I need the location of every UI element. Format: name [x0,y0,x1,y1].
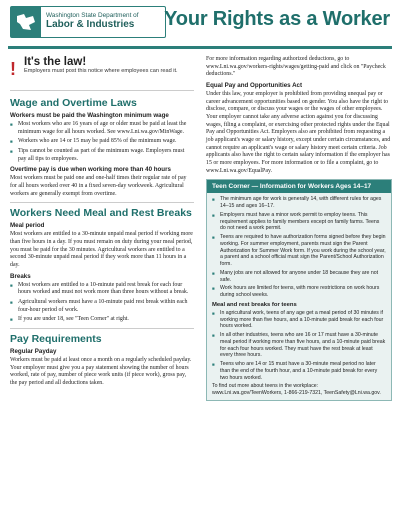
overtime-heading: Overtime pay is due when working more than 40 hours [10,166,171,174]
list-item: ■ Work hours are limited for teens, with more restrictions on work hours during school weeks. [212,285,386,299]
right-column [206,56,392,401]
meal-period-text: Most workers are entitled to a 30-minute unpaid meal period if working more than five hours in a day. If you must remain on duty during your meal period, you must be paid for the 30 minutes. Agricultural workers are entitled to a second 30-minute unpaid meal period if they work more than 11 hours in a day. [10,231,193,269]
teen-corner [206,179,392,401]
equal-pay-heading: Equal Pay and Opportunities Act [206,82,303,90]
meal-heading: Workers Need Meal and Rest Breaks [10,207,192,220]
section-divider [10,202,194,203]
deductions-text: For more information regarding authorized deductions, go to www.Lni.wa.gov/workers-rights/wages/getting-paid and click on "Paycheck deductions." [206,56,386,78]
list-item: ■ Teens are required to have authorization forms signed before they begin working. For summer employment, parents must sign the Parent Authorization for Summer Work form. If you work during the school year, a parent and a school official must sign the Parent/School Authorization form. [212,234,386,268]
list-item: ■ Most workers are entitled to a 10-minute paid rest break for each four hours worked and must not work more than three hours without a break. [10,282,194,297]
teen-body [207,193,391,400]
min-wage-list [10,121,194,163]
agency-name [41,13,138,30]
law-subtitle: Employers must post this notice where employees can read it. [24,68,178,74]
agency-name-line1: Washington State Department of [46,12,139,20]
section-divider [10,328,194,329]
list-item: ■ Tips cannot be counted as part of the minimum wage. Employers must pay all tips to employees. [10,148,194,163]
page-title: Your Rights as a Worker [164,8,390,30]
pay-heading: Pay Requirements [10,333,102,346]
agency-name-line2: Labor & Industries [46,19,135,31]
list-item: ■ Agricultural workers must have a 10-minute paid rest break within each four-hour period of work. [10,299,194,314]
wa-lni-logo-icon [11,7,41,37]
list-item: ■ In all other industries, teens who are 16 or 17 must have a 30-minute meal period if working more than five hours, and a 10-minute paid break for each four hours worked. They must have the rest break at least every three hours. [212,332,386,359]
teen-heading: Teen Corner — Information for Workers Ages 14–17 [207,180,391,193]
list-item: ■ Teens who are 14 or 15 must have a 30-minute meal period no later than the end of the fourth hour, and a 10-minute paid break for every two hours worked. [212,361,386,381]
page-header [0,0,400,52]
header-divider [8,46,392,49]
law-notice [10,56,194,91]
wage-heading: Wage and Overtime Laws [10,97,137,109]
payday-text: Workers must be paid at least once a month on a regularly scheduled payday. Your employer must give you a pay statement showing the number of hours worked, rate of pay, number of piece work units (if piece work), gross pay, the pay period and all deductions taken. [10,357,192,387]
teen-meal-heading: Meal and rest breaks for teens [212,301,297,308]
breaks-list [10,282,194,324]
list-item: ■ Most workers who are 16 years of age or older must be paid at least the minimum wage for all hours worked. See www.Lni.wa.gov/MinWage. [10,121,194,136]
min-wage-heading: Workers must be paid the Washington minimum wage [10,112,169,119]
left-column [10,56,194,390]
overtime-text: Most workers must be paid one and one-half times their regular rate of pay for all hours worked over 40 in a fixed seven-day workweek. Agricultural workers are generally exempt from overtime. [10,175,187,197]
teen-list [212,196,386,299]
equal-pay-text: Under this law, your employer is prohibited from providing unequal pay or career advancement opportunities based on gender. You also have the right to disclose, compare, or discuss your wages or the wages of other employees. Your employer cannot take any adverse action against you for discussing wages, filing a complaint, or exercising other protected rights under the Equal Pay and Opportunities Act. Employers also are prohibited from requesting a job applicant's wage or salary history, except under certain circumstances, and cannot require an applicant's wage or salary history meet certain criteria. Job applicants also have the right to certain salary information if the employer has 15 or more employees. For more information or to file a complaint, go to www.Lni.wa.gov/EqualPay. [206,91,391,174]
meal-period-heading: Meal period [10,222,45,230]
law-title: It's the law! [24,56,87,68]
list-item: ■ Employers must have a minor work permit to employ teens. This requirement applies to family members except on family farms. Teens do not need a work permit. [212,212,386,232]
list-item: ■ Workers who are 14 or 15 may be paid 85% of the minimum wage. [10,138,194,146]
exclamation-icon: ! [10,59,16,79]
list-item: ■ Many jobs are not allowed for anyone under 18 because they are not safe. [212,270,386,284]
payday-heading: Regular Payday [10,348,57,356]
agency-logo [10,6,166,38]
teen-meal-list [212,310,386,382]
list-item: ■ In agricultural work, teens of any age get a meal period of 30 minutes if working more than five hours, and a 10-minute paid break for each four hours worked. [212,310,386,330]
breaks-heading: Breaks [10,272,31,280]
list-item: ■ The minimum age for work is generally 14, with different rules for ages 14–15 and ages 16–17. [212,196,386,210]
teen-footer: To find out more about teens in the workplace: www.Lni.wa.gov/TeenWorkers, 1-866-219-7321, TeenSafety@Lni.wa.gov. [212,383,381,397]
list-item: ■ If you are under 18, see "Teen Corner" at right. [10,316,194,324]
